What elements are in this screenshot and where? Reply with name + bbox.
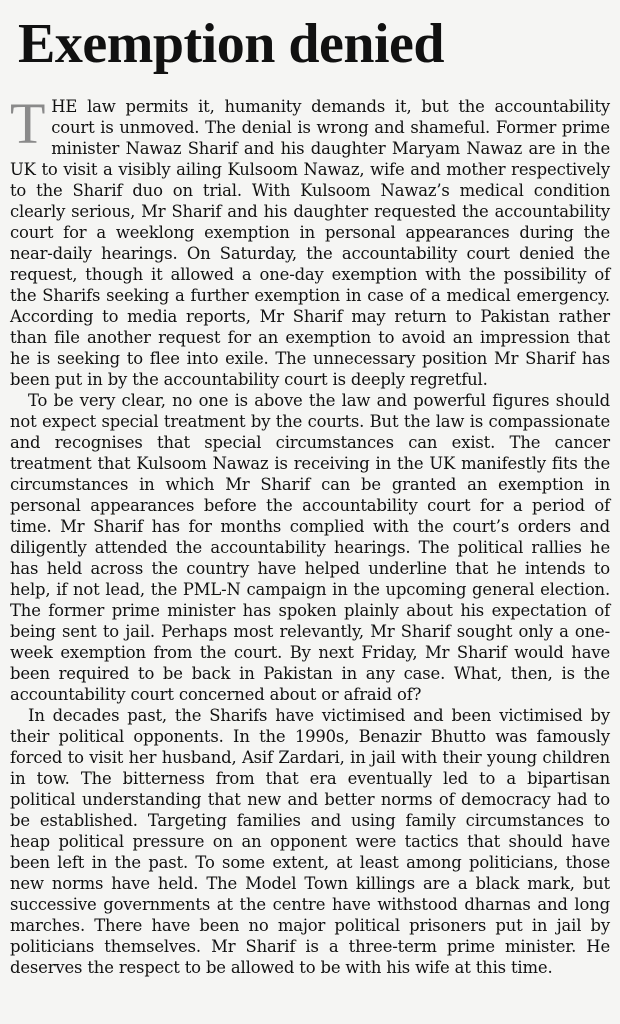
paragraph-3: In decades past, the Sharifs have victimised and been victimised by their political opponents. In the 1990s, Benazir Bhutto was famously forced to visit her husband, Asif Zardari, in jail with their young children in tow. The bitterness from that era eventually led to a bipartisan political understanding that new and better norms of democracy had to be established. Targeting families and using family circumstances to heap political pressure on an opponent were tactics that should have been left in the past. To some extent, at least among politicians, those new norms have held. The Model Town killings are a black mark, but successive governments at the centre have withstood dharnas and long marches. There have been no major political prisoners put in jail by politicians themselves. Mr Sharif is a three-term prime minister. He deserves the respect to be allowed to be with his wife at this time. [10,706,610,977]
drop-cap: T [10,91,46,156]
paragraph-2: To be very clear, no one is above the law and powerful figures should not expect special treatment by the courts. But the law is compassionate and recognises that special circumstances can exist. The cancer treatment that Kulsoom Nawaz is receiving in the UK manifestly fits the circumstances in which Mr Sharif can be granted an exemption in personal appearances before the accountability court for a period of time. Mr Sharif has for months complied with the court’s orders and diligently attended the accountability hearings. The political rallies he has held across the country have helped underline that he intends to help, if not lead, the PML-N campaign in the upcoming general election. The former prime minister has spoken plainly about his expectation of being sent to jail. Perhaps most relevantly, Mr Sharif sought only a one-week exemption from the court. By next Friday, Mr Sharif would have been required to be back in Pakistan in any case. What, then, is the accountability court concerned about or afraid of? [10,391,610,704]
article-body [10,91,610,978]
headline: Exemption denied [18,13,445,75]
paragraph-1 [10,91,610,390]
paragraph-1-text: HE law permits it, humanity demands it, but the accountability court is unmoved. The denial is wrong and shameful. Former prime minister Nawaz Sharif and his daughter Maryam Nawaz are in the UK to visit a visibly ailing Kulsoom Nawaz, wife and mother respectively to the Sharif duo on trial. With Kulsoom Nawaz’s medical condition clearly serious, Mr Sharif and his daughter requested the accountability court for a weeklong exemption in personal appearances during the near-daily hearings. On Saturday, the accountability court denied the request, though it allowed a one-day exemption with the possibility of the Sharifs seeking a further exemption in case of a medical emergency. According to media reports, Mr Sharif may return to Pakistan rather than file another request for an exemption to avoid an impression that he is seeking to flee into exile. The unnecessary position Mr Sharif has been put in by the accountability court is deeply regretful. [10,97,610,389]
